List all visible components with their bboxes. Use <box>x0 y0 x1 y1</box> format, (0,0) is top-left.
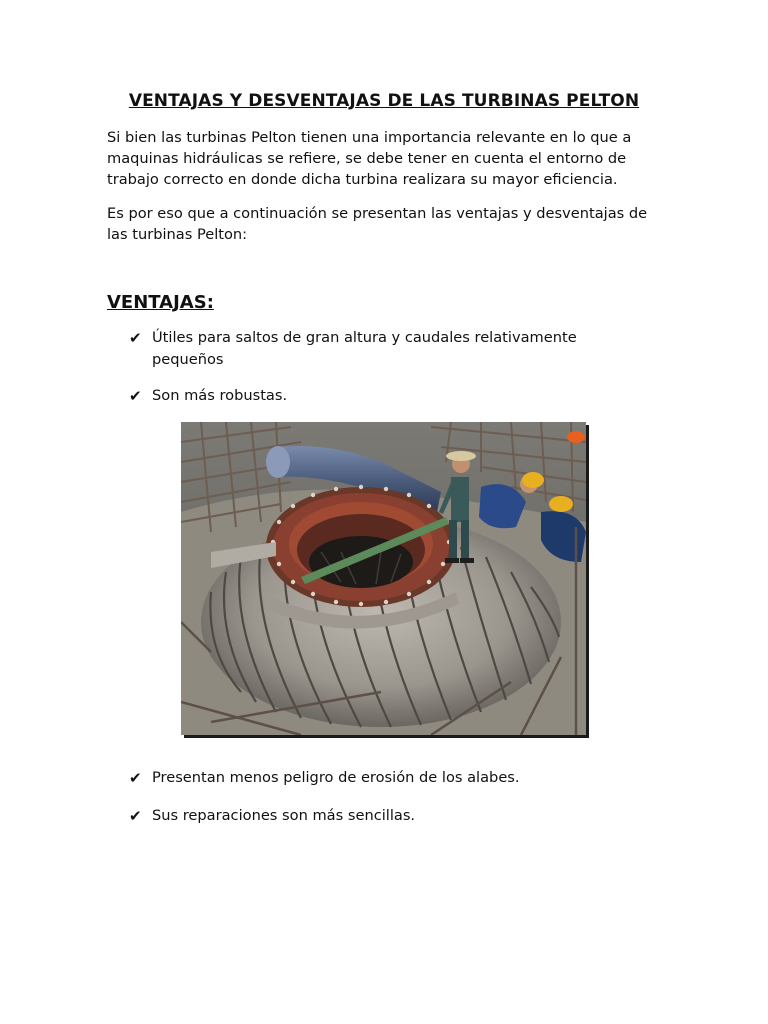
check-icon: ✔ <box>129 807 142 825</box>
section-heading-ventajas: VENTAJAS: <box>107 292 214 313</box>
advantage-item-text: Útiles para saltos de gran altura y caudales relativamente pequeños <box>152 329 577 368</box>
advantage-item-text: Sus reparaciones son más sencillas. <box>152 807 416 824</box>
advantage-item <box>129 385 649 407</box>
lead-in-paragraph: Es por eso que a continuación se presentan las ventajas y desventajas de las turbinas Pelton: <box>107 205 648 243</box>
document-title: VENTAJAS Y DESVENTAJAS DE LAS TURBINAS PELTON <box>128 91 640 111</box>
check-icon: ✔ <box>129 329 142 347</box>
turbine-construction-photo <box>181 422 586 735</box>
advantage-item <box>129 327 649 371</box>
advantage-item <box>129 767 649 789</box>
intro-paragraph: Si bien las turbinas Pelton tienen una importancia relevante en lo que a maquinas hidráulicas se refiere, se debe tener en cuenta el entorno de trabajo correcto en donde dicha turbina realizara su mayor eficiencia. <box>107 129 632 188</box>
check-icon: ✔ <box>129 387 142 405</box>
advantage-item-text: Son más robustas. <box>152 387 288 404</box>
check-icon: ✔ <box>129 769 142 787</box>
advantage-item-text: Presentan menos peligro de erosión de los alabes. <box>152 769 520 786</box>
advantage-item <box>129 805 649 827</box>
